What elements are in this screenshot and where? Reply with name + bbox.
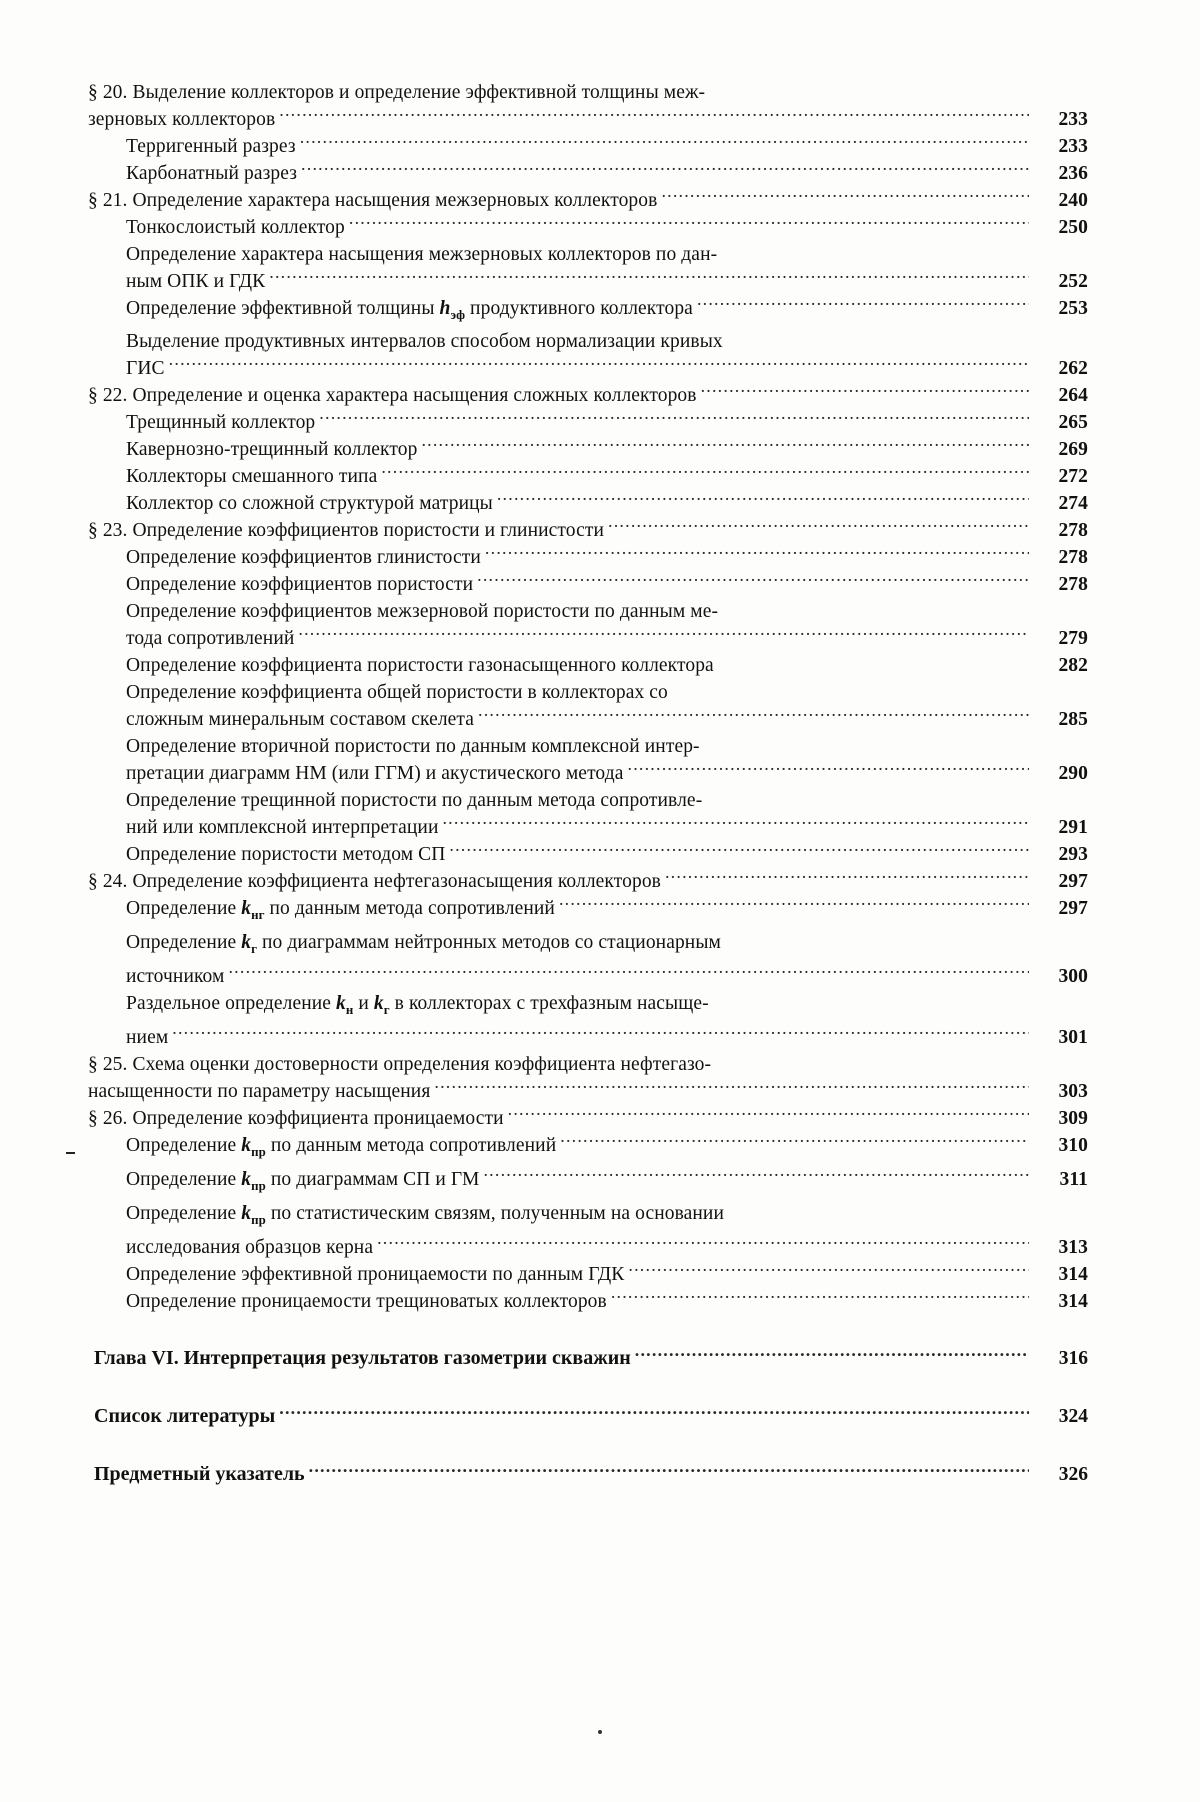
page-footer-dot xyxy=(598,1730,602,1734)
leader-dots xyxy=(628,760,1030,780)
toc-chapter-title: Глава VI. Интерпретация результатов газометрии скважин xyxy=(94,1347,631,1370)
leader-dots xyxy=(309,1460,1029,1480)
toc-entry[interactable] xyxy=(88,436,1088,463)
toc-entry-title: Определение коэффициентов межзерновой пористости по данным ме- xyxy=(126,601,719,623)
toc-page-number: 316 xyxy=(1058,1348,1088,1370)
toc-entry-title: § 20. Выделение коллекторов и определение эффективной толщины меж- xyxy=(88,81,706,103)
toc-entry-title: нием xyxy=(126,1027,169,1049)
leader-dots xyxy=(228,963,1029,983)
toc-references-title: Список литературы xyxy=(94,1405,276,1428)
toc-page-number: 252 xyxy=(1058,270,1088,292)
toc-entry-title: Определение коэффициентов пористости xyxy=(126,574,474,596)
toc-entry[interactable] xyxy=(88,240,1088,267)
toc-entry[interactable] xyxy=(88,787,1088,814)
margin-dash-mark xyxy=(66,1152,75,1154)
toc-entry[interactable] xyxy=(88,213,1088,240)
leader-dots xyxy=(727,328,1029,348)
toc-entry[interactable] xyxy=(88,517,1088,544)
toc-entry-title: Определение коэффициента пористости газонасыщенного коллектора xyxy=(126,655,714,677)
toc-entry-title: тода сопротивлений xyxy=(126,628,295,650)
leader-dots xyxy=(665,868,1029,888)
toc-entry[interactable] xyxy=(88,267,1088,294)
toc-entry-title: § 24. Определение коэффициента нефтегазонасыщения коллекторов xyxy=(88,871,661,893)
toc-page-number: 282 xyxy=(1058,655,1088,677)
toc-page-number: 278 xyxy=(1058,574,1088,596)
leader-dots xyxy=(706,787,1029,807)
leader-dots xyxy=(298,625,1029,645)
toc-entry[interactable] xyxy=(88,652,1088,679)
toc-entry[interactable] xyxy=(88,598,1088,625)
toc-entry[interactable] xyxy=(88,132,1088,159)
leader-dots xyxy=(713,990,1029,1010)
toc-entry-title: сложным минеральным составом скелета xyxy=(126,709,475,731)
toc-page-number: 300 xyxy=(1058,966,1088,988)
toc-entry-title: Трещинный коллектор xyxy=(126,412,316,434)
toc-entry-title: Определение характера насыщения межзерновых коллекторов по дан- xyxy=(126,243,718,265)
leader-dots xyxy=(559,895,1029,915)
toc-entry[interactable] xyxy=(88,733,1088,760)
toc-chapter-entry[interactable] xyxy=(88,1344,1088,1372)
toc-entry-title: Определение коэффициентов глинистости xyxy=(126,547,481,569)
toc-page-number: 326 xyxy=(1058,1464,1088,1486)
toc-entry-title: § 25. Схема оценки достоверности определения коэффициента нефтегазо- xyxy=(88,1054,712,1076)
toc-entry-title: Определение $k_{пр}$ по диаграммам СП и ГМ xyxy=(126,1168,480,1193)
toc-page-number: 269 xyxy=(1058,439,1088,461)
toc-index-title: Предметный указатель xyxy=(94,1463,305,1486)
toc-page-number: 262 xyxy=(1058,358,1088,380)
leader-dots xyxy=(722,598,1029,618)
toc-entry[interactable] xyxy=(88,409,1088,436)
toc-entry-title: Раздельное определение $k_н$ и $k_г$ в коллекторах с трехфазным насыще- xyxy=(126,993,709,1018)
toc-page-number: 240 xyxy=(1058,189,1088,211)
toc-page-number: 313 xyxy=(1058,1236,1088,1258)
toc-entry-title: исследования образцов керна xyxy=(126,1236,374,1258)
leader-dots xyxy=(635,1344,1029,1364)
table-of-contents xyxy=(88,78,1088,1488)
leader-dots xyxy=(279,1402,1029,1422)
toc-page-number: 272 xyxy=(1058,466,1088,488)
toc-entry[interactable] xyxy=(88,159,1088,186)
toc-entry-title: зерновых коллекторов xyxy=(88,108,276,130)
toc-page-number: 265 xyxy=(1058,412,1088,434)
toc-references-entry[interactable] xyxy=(88,1402,1088,1430)
toc-entry[interactable] xyxy=(88,760,1088,787)
toc-entry[interactable] xyxy=(88,328,1088,355)
toc-page-number: 291 xyxy=(1058,817,1088,839)
toc-entry[interactable] xyxy=(88,1024,1088,1051)
toc-page-number: 279 xyxy=(1058,628,1088,650)
toc-entry[interactable] xyxy=(88,544,1088,571)
toc-page-number: 310 xyxy=(1058,1135,1088,1157)
toc-page-number: 324 xyxy=(1058,1406,1088,1428)
toc-entry[interactable] xyxy=(88,1105,1088,1132)
leader-dots xyxy=(628,1260,1029,1280)
toc-entry[interactable] xyxy=(88,382,1088,409)
leader-dots xyxy=(442,814,1029,834)
toc-entry[interactable] xyxy=(88,186,1088,213)
toc-entry-title: Определение $k_{нг}$ по данным метода сопротивлений xyxy=(126,898,555,923)
toc-entry[interactable] xyxy=(88,571,1088,598)
leader-dots xyxy=(672,679,1029,699)
toc-entry-title: § 21. Определение характера насыщения межзерновых коллекторов xyxy=(88,189,658,211)
toc-page-number: 274 xyxy=(1058,493,1088,515)
toc-page-number: 297 xyxy=(1058,898,1088,920)
toc-entry[interactable] xyxy=(88,1260,1088,1287)
toc-entry[interactable] xyxy=(88,1165,1088,1199)
toc-entry-title: Определение $k_{пр}$ по статистическим связям, полученным на основании xyxy=(126,1202,725,1227)
toc-page-number: 264 xyxy=(1058,385,1088,407)
toc-entry[interactable] xyxy=(88,963,1088,990)
leader-dots xyxy=(172,1024,1029,1044)
toc-entry[interactable] xyxy=(88,1132,1088,1166)
toc-entry-title: насыщенности по параметру насыщения xyxy=(88,1081,431,1103)
toc-page-number: 278 xyxy=(1058,520,1088,542)
toc-entry[interactable] xyxy=(88,679,1088,706)
toc-page-number: 290 xyxy=(1058,763,1088,785)
leader-dots xyxy=(721,240,1029,260)
toc-page-number: 303 xyxy=(1058,1081,1088,1103)
toc-page-number: 314 xyxy=(1058,1290,1088,1312)
toc-entry-title: Выделение продуктивных интервалов способом нормализации кривых xyxy=(126,331,723,353)
toc-entry[interactable] xyxy=(88,814,1088,841)
toc-entry-title: Определение эффективной толщины $h_{эф}$ продуктивного коллектора xyxy=(126,297,693,322)
toc-page-number: 297 xyxy=(1058,871,1088,893)
toc-entry-title: источником xyxy=(126,966,225,988)
leader-dots xyxy=(508,1105,1029,1125)
leader-dots xyxy=(485,544,1029,564)
leader-dots xyxy=(319,409,1029,429)
toc-page-number: 293 xyxy=(1058,844,1088,866)
toc-entry-title: Коллекторы смешанного типа xyxy=(126,466,378,488)
toc-entry[interactable] xyxy=(88,895,1088,929)
toc-entry-title: Определение $k_{пр}$ по данным метода сопротивлений xyxy=(126,1135,557,1159)
leader-dots xyxy=(477,571,1029,591)
toc-entry-title: ным ОПК и ГДК xyxy=(126,270,266,292)
toc-page-number: 301 xyxy=(1058,1027,1088,1049)
toc-entry-title: Кавернозно-трещинный коллектор xyxy=(126,439,418,461)
toc-entry[interactable] xyxy=(88,1051,1088,1078)
leader-dots xyxy=(725,929,1029,949)
toc-entry[interactable] xyxy=(88,929,1088,963)
toc-entry[interactable] xyxy=(88,490,1088,517)
leader-dots xyxy=(704,733,1029,753)
toc-entry-title: § 26. Определение коэффициента проницаемости xyxy=(88,1108,504,1130)
toc-entry[interactable] xyxy=(88,1078,1088,1105)
toc-entry[interactable] xyxy=(88,841,1088,868)
leader-dots xyxy=(377,1233,1029,1253)
toc-entry-title: ний или комплексной интерпретации xyxy=(126,817,439,839)
leader-dots xyxy=(449,841,1029,861)
toc-entry-title: Определение проницаемости трещиноватых коллекторов xyxy=(126,1290,607,1312)
leader-dots xyxy=(728,1199,1029,1219)
leader-dots xyxy=(611,1287,1029,1307)
toc-entry[interactable] xyxy=(88,355,1088,382)
toc-page-number: 311 xyxy=(1059,1168,1088,1190)
leader-dots xyxy=(608,517,1029,537)
toc-entry-title: ГИС xyxy=(126,358,165,380)
toc-page-number: 250 xyxy=(1058,216,1088,238)
toc-entry[interactable] xyxy=(88,625,1088,652)
toc-page-number: 285 xyxy=(1058,709,1088,731)
toc-entry-title: претации диаграмм НМ (или ГГМ) и акустического метода xyxy=(126,763,624,785)
leader-dots xyxy=(661,186,1029,206)
toc-entry[interactable] xyxy=(88,990,1088,1024)
leader-dots xyxy=(697,294,1029,314)
leader-dots xyxy=(381,463,1029,483)
toc-entry-title: § 23. Определение коэффициентов пористости и глинистости xyxy=(88,520,605,542)
toc-entry-title: § 22. Определение и оценка характера насыщения сложных коллекторов xyxy=(88,385,697,407)
toc-page-number: 253 xyxy=(1058,297,1088,319)
toc-entry[interactable] xyxy=(88,1287,1088,1314)
toc-entry[interactable] xyxy=(88,868,1088,895)
leader-dots xyxy=(718,652,1029,672)
toc-index-entry[interactable] xyxy=(88,1460,1088,1488)
toc-page-number: 236 xyxy=(1058,162,1088,184)
toc-entry[interactable] xyxy=(88,1199,1088,1233)
toc-entry[interactable] xyxy=(88,706,1088,733)
toc-entry-title: Определение $k_г$ по диаграммам нейтронных методов со стационарным xyxy=(126,932,721,957)
leader-dots xyxy=(709,78,1029,98)
leader-dots xyxy=(421,436,1029,456)
toc-entry[interactable] xyxy=(88,105,1088,132)
toc-page-number: 309 xyxy=(1058,1108,1088,1130)
toc-entry-title: Определение вторичной пористости по данным комплексной интер- xyxy=(126,736,700,758)
toc-entry[interactable] xyxy=(88,1233,1088,1260)
toc-entry[interactable] xyxy=(88,294,1088,328)
leader-dots xyxy=(301,159,1029,179)
toc-entry-title: Карбонатный разрез xyxy=(126,162,298,184)
toc-entry-title: Терригенный разрез xyxy=(126,135,296,157)
toc-page-number: 233 xyxy=(1058,108,1088,130)
leader-dots xyxy=(279,105,1029,125)
leader-dots xyxy=(434,1078,1029,1098)
leader-dots xyxy=(269,267,1029,287)
toc-page-number: 278 xyxy=(1058,547,1088,569)
toc-page-number: 233 xyxy=(1058,135,1088,157)
toc-entry-title: Определение пористости методом СП xyxy=(126,844,446,866)
leader-dots xyxy=(478,706,1029,726)
leader-dots xyxy=(497,490,1029,510)
toc-entry-title: Определение коэффициента общей пористости в коллекторах со xyxy=(126,682,668,704)
leader-dots xyxy=(701,382,1029,402)
toc-entry-title: Коллектор со сложной структурой матрицы xyxy=(126,493,493,515)
leader-dots xyxy=(300,132,1029,152)
leader-dots xyxy=(560,1132,1029,1152)
toc-page-number: 314 xyxy=(1058,1263,1088,1285)
toc-entry-title: Тонкослоистый коллектор xyxy=(126,216,345,238)
leader-dots xyxy=(169,355,1029,375)
toc-entry[interactable] xyxy=(88,463,1088,490)
leader-dots xyxy=(349,213,1029,233)
toc-entry-title: Определение эффективной проницаемости по данным ГДК xyxy=(126,1263,625,1285)
leader-dots xyxy=(483,1165,1029,1185)
leader-dots xyxy=(715,1051,1029,1071)
toc-entry-title: Определение трещинной пористости по данным метода сопротивле- xyxy=(126,790,703,812)
toc-entry[interactable] xyxy=(88,78,1088,105)
